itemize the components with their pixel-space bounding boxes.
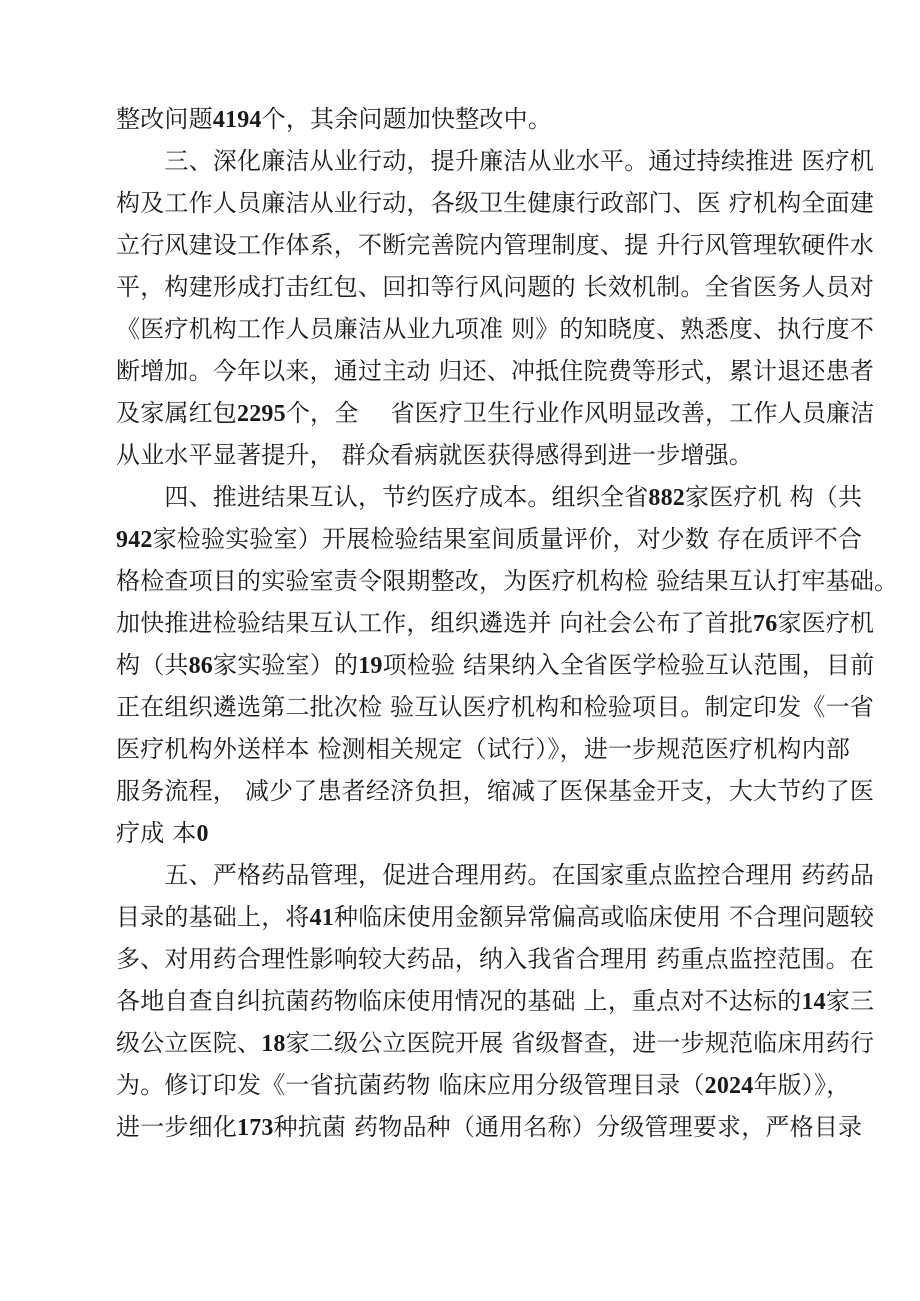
text-line: 942家检验实验室）开展检验结果室间质量评价，对少数 存在质评不合 [116,525,863,553]
number-text: 19 [358,653,383,679]
number-text: 4194 [212,107,262,133]
text-line: 服务流程， 减少了患者经济负担，缩减了医保基金开支，大大节约了医 [116,777,875,805]
text-line: 从业水平显著提升， 群众看病就医获得感得到进一步增强。 [116,441,754,469]
text-line: 三、深化廉洁从业行动，提升廉洁从业水平。通过持续推进 医疗机 [116,147,875,175]
paragraph-2 [116,140,875,476]
document-body [116,98,899,1148]
number-text: 173 [237,1115,274,1141]
text-line: 五、严格药品管理，促进合理用药。在国家重点监控合理用 药药品 [116,861,875,889]
text-line: 整改问题4194个，其余问题加快整改中。 [116,105,553,133]
text-line: 疗成 本0 [116,819,209,847]
number-text: 14 [801,989,826,1015]
text-line: 进一步细化173种抗菌 药物品种（通用名称）分级管理要求，严格目录 [116,1113,863,1141]
text-line: 格检查项目的实验室责令限期整改，为医疗机构检 验结果互认打牢基础。 [116,567,899,595]
text-line: 平，构建形成打击红包、回扣等行风问题的 长效机制。全省医务人员对 [116,273,875,301]
text-line: 立行风建设工作体系，不断完善院内管理制度、提 升行风管理软硬件水 [116,231,875,259]
number-text: 882 [648,485,686,511]
paragraph-4 [116,854,875,1148]
paragraph-3 [116,476,899,854]
number-text: 0 [196,821,209,847]
text-line: 目录的基础上，将41种临床使用金额异常偏高或临床使用 不合理问题较 [116,903,875,931]
paragraph-1 [116,98,816,140]
text-line: 四、推进结果互认，节约医疗成本。组织全省882家医疗机 构（共 [116,483,863,511]
number-text: 86 [188,653,214,679]
number-text: 41 [309,905,335,931]
text-line: 及家属红包2295个，全 省医疗卫生行业作风明显改善，工作人员廉洁 [116,399,875,427]
text-line: 各地自查自纠抗菌药物临床使用情况的基础 上，重点对不达标的14家三 [116,987,875,1015]
text-line: 为。修订印发《一省抗菌药物 临床应用分级管理目录（2024年版）》， [116,1071,851,1099]
number-text: 2024 [704,1073,754,1099]
text-line: 级公立医院、18家二级公立医院开展 省级督查，进一步规范临床用药行 [116,1029,875,1057]
text-line: 构（共86家实验室）的19项检验 结果纳入全省医学检验互认范围，目前 [116,651,875,679]
text-line: 正在组织遴选第二批次检 验互认医疗机构和检验项目。制定印发《一省 [116,693,875,721]
text-line: 构及工作人员廉洁从业行动，各级卫生健康行政部门、医 疗机构全面建 [116,189,875,217]
number-text: 2295 [237,401,286,427]
number-text: 76 [753,611,778,637]
text-line: 医疗机构外送样本 检测相关规定（试行）》，进一步规范医疗机构内部 [116,735,851,763]
text-line: 多、对用药合理性影响较大药品，纳入我省合理用 药重点监控范围。在 [116,945,875,973]
text-line: 断增加。今年以来，通过主动 归还、冲抵住院费等形式，累计退还患者 [116,357,875,385]
number-text: 942 [116,527,153,553]
text-line: 《医疗机构工作人员廉洁从业九项准 则》的知晓度、熟悉度、执行度不 [116,315,875,343]
text-line: 加快推进检验结果互认工作，组织遴选并 向社会公布了首批76家医疗机 [116,609,875,637]
number-text: 18 [261,1031,286,1057]
